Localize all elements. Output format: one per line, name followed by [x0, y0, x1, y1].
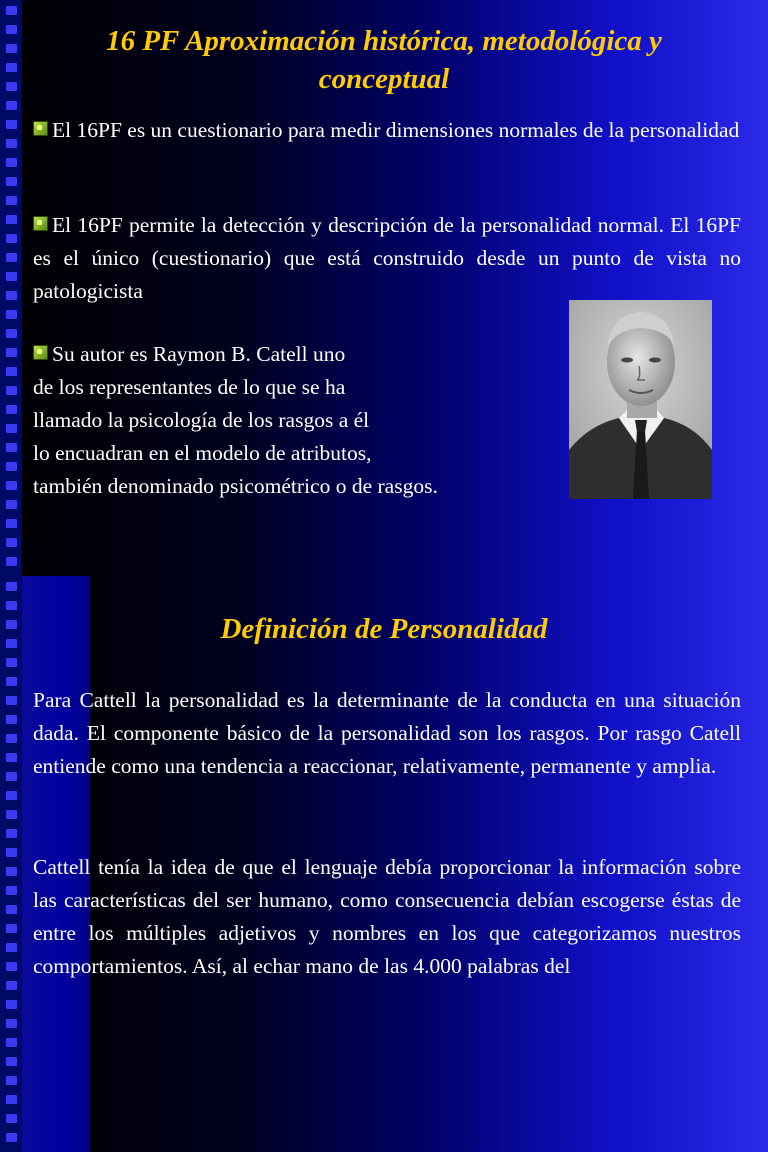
film-hole [6, 310, 17, 319]
bullet-1-text: El 16PF es un cuestionario para medir dimensiones normales de la personalidad [52, 118, 740, 142]
bullet-2 [33, 209, 741, 308]
film-hole [6, 538, 17, 547]
film-hole [6, 829, 17, 838]
film-hole [6, 1057, 17, 1066]
film-hole [6, 367, 17, 376]
film-hole [6, 481, 17, 490]
film-hole [6, 924, 17, 933]
film-hole [6, 677, 17, 686]
film-hole [6, 1076, 17, 1085]
film-hole [6, 443, 17, 452]
film-hole [6, 139, 17, 148]
film-hole [6, 1133, 17, 1142]
film-hole [6, 696, 17, 705]
film-strip [0, 576, 22, 1152]
title-line-1: 16 PF Aproximación histórica, metodológica y [106, 25, 662, 57]
definition-paragraph-2: Cattell tenía la idea de que el lenguaje debía proporcionar la información sobre las características del ser humano, como consecuencia debían escogerse éstas de entre los múltiples adjetivos y nombres en los que categorizamos nuestros comportamientos. Así, al echar mano de las 4.000 palabras del [33, 855, 741, 978]
film-hole [6, 519, 17, 528]
title-line-2: conceptual [318, 63, 450, 95]
bullet-3 [33, 338, 553, 503]
film-hole [6, 734, 17, 743]
film-hole [6, 715, 17, 724]
film-hole [6, 424, 17, 433]
bullet-2-text: El 16PF permite la detección y descripción de la personalidad normal. El 16PF es el único (cuestionario) que está construido desde un punto de vista no patologicista [33, 213, 741, 303]
portrait-photo [569, 300, 712, 499]
bullet-square-icon [33, 121, 48, 136]
film-hole [6, 500, 17, 509]
film-hole [6, 557, 17, 566]
slide-1-title [0, 22, 768, 98]
film-hole [6, 215, 17, 224]
film-hole [6, 101, 17, 110]
film-hole [6, 6, 17, 15]
film-hole [6, 253, 17, 262]
film-hole [6, 462, 17, 471]
film-hole [6, 772, 17, 781]
film-hole [6, 791, 17, 800]
film-hole [6, 943, 17, 952]
film-hole [6, 582, 17, 591]
bullet-square-icon [33, 216, 48, 231]
film-hole [6, 905, 17, 914]
slide-2-title: Definición de Personalidad [220, 613, 548, 645]
film-hole [6, 234, 17, 243]
bullet-3-line-5: también denominado psicométrico o de rasgos. [33, 474, 438, 498]
definition-paragraph-1: Para Cattell la personalidad es la determinante de la conducta en una situación dada. El componente básico de la personalidad son los rasgos. Por rasgo Catell entiende como una tendencia a reaccionar, relativamente, permanente y amplia. [33, 688, 741, 778]
bullet-3-line-3: llamado la psicología de los rasgos a él [33, 408, 370, 432]
film-hole [6, 810, 17, 819]
film-hole [6, 886, 17, 895]
film-hole [6, 386, 17, 395]
film-hole [6, 1038, 17, 1047]
film-hole [6, 291, 17, 300]
film-hole [6, 348, 17, 357]
film-hole [6, 753, 17, 762]
film-hole [6, 1000, 17, 1009]
film-hole [6, 601, 17, 610]
film-hole [6, 1095, 17, 1104]
bullet-3-line-4: lo encuadran en el modelo de atributos, [33, 441, 372, 465]
film-hole [6, 177, 17, 186]
film-hole [6, 962, 17, 971]
bullet-1 [33, 114, 741, 147]
film-hole [6, 658, 17, 667]
bullet-3-line-1: Su autor es Raymon B. Catell uno [52, 342, 346, 366]
portrait-image [569, 300, 712, 499]
film-hole [6, 867, 17, 876]
slide-2 [0, 576, 768, 1152]
film-hole [6, 405, 17, 414]
film-hole [6, 848, 17, 857]
film-hole [6, 329, 17, 338]
film-hole [6, 196, 17, 205]
bullet-3-line-2: de los representantes de lo que se ha [33, 375, 346, 399]
film-hole [6, 272, 17, 281]
film-hole [6, 1114, 17, 1123]
bullet-square-icon [33, 345, 48, 360]
film-hole [6, 158, 17, 167]
film-hole [6, 120, 17, 129]
film-hole [6, 981, 17, 990]
